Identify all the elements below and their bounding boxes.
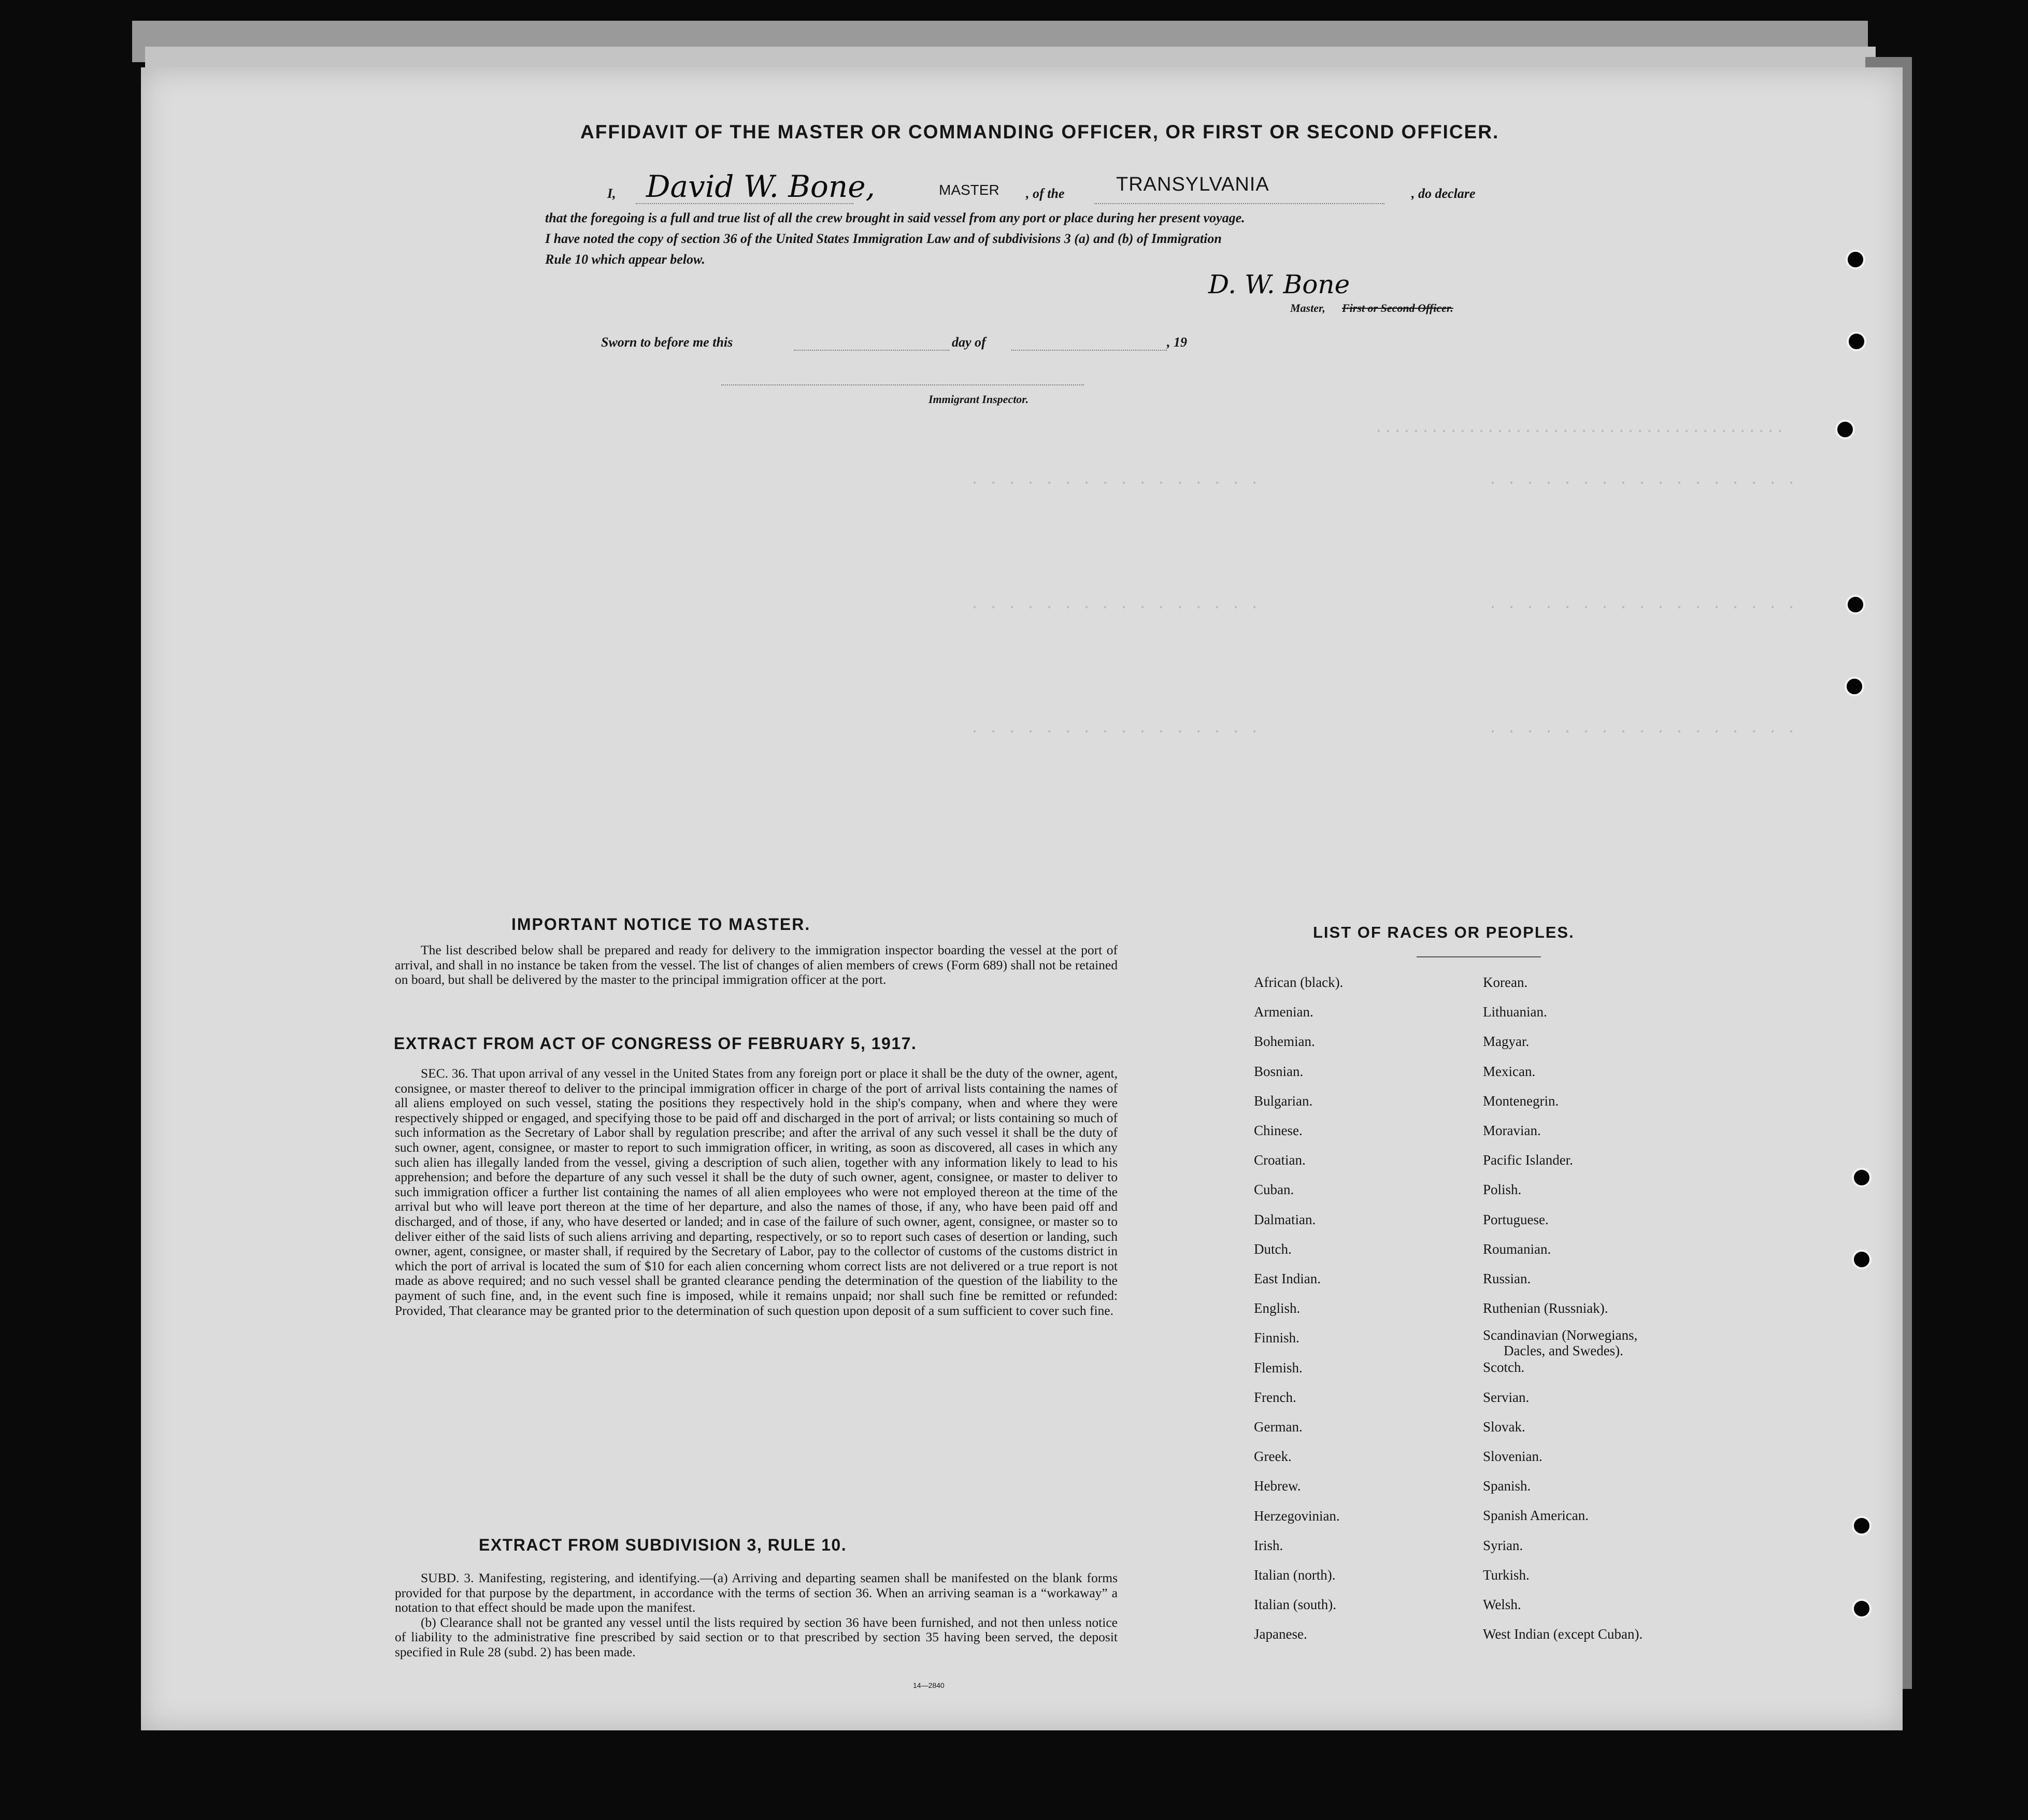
races-heading-rule — [1417, 956, 1541, 957]
form-number: 14—2840 — [913, 1681, 945, 1689]
race-item: Pacific Islander. — [1483, 1152, 1573, 1168]
race-item: Irish. — [1254, 1537, 1283, 1553]
extract-act-heading: EXTRACT FROM ACT OF CONGRESS OF FEBRUARY 5, 1917. — [394, 1034, 917, 1053]
year-label: , 19 — [1167, 335, 1187, 350]
master-name-handwritten: David W. Bone, — [646, 169, 875, 204]
race-item: Polish. — [1483, 1182, 1522, 1198]
race-item: Spanish American. — [1483, 1508, 1589, 1524]
races-heading: LIST OF RACES OR PEOPLES. — [1313, 923, 1575, 941]
affidavit-line-2: that the foregoing is a full and true list of all the crew brought in said vessel from any port or place during her present voyage. — [545, 210, 1245, 225]
binder-hole — [1852, 1168, 1872, 1187]
race-item: Slovenian. — [1483, 1449, 1543, 1465]
sworn-day-line — [794, 350, 949, 351]
signer-title-struck: First or Second Officer. — [1342, 302, 1453, 314]
inspector-signature-line — [721, 384, 1084, 385]
notice-body — [395, 943, 1118, 987]
race-item: Scandinavian (Norwegians, — [1483, 1327, 1638, 1343]
race-item: Syrian. — [1483, 1537, 1523, 1553]
binder-hole — [1847, 332, 1866, 351]
race-item: Montenegrin. — [1483, 1093, 1559, 1109]
race-item: Welsh. — [1483, 1597, 1521, 1613]
affidavit-line-3: I have noted the copy of section 36 of the United States Immigration Law and of subdivisions 3 (a) and (b) of Immigration — [545, 231, 1222, 246]
race-item: Herzegovinian. — [1254, 1508, 1340, 1524]
name-blank-line — [636, 203, 853, 204]
extract-act-body — [395, 1066, 1118, 1318]
extract-rule-text-b: (b) Clearance shall not be granted any vessel until the lists required by section 36 have been furnished, and not then unless notice of liability to the administrative fine prescribed by said section or to that prescribed by section 35 having been served, the deposit specified in Rule 28 (subd. 2) has been made. — [395, 1614, 1118, 1659]
race-item: French. — [1254, 1389, 1296, 1405]
race-item: East Indian. — [1254, 1271, 1321, 1287]
race-item: Turkish. — [1483, 1567, 1530, 1583]
race-item: Cuban. — [1254, 1182, 1294, 1198]
race-item: Dalmatian. — [1254, 1211, 1316, 1227]
race-item: Mexican. — [1483, 1063, 1536, 1079]
sworn-month-line — [1011, 350, 1167, 351]
race-item: Spanish. — [1483, 1478, 1531, 1494]
races-right-column — [1483, 968, 1643, 1649]
inspector-label: Immigrant Inspector. — [929, 393, 1029, 406]
binder-hole — [1845, 677, 1864, 696]
race-item: West Indian (except Cuban). — [1483, 1626, 1643, 1642]
race-item: Greek. — [1254, 1449, 1292, 1465]
race-item: African (black). — [1254, 975, 1344, 990]
race-item: Croatian. — [1254, 1152, 1306, 1168]
extract-rule-text-a: SUBD. 3. Manifesting, registering, and identifying.—(a) Arriving and departing seamen shall be manifested on the blank forms provided for that purpose by the department, in accordance with the terms of section 36. When an arriving seaman is a “workaway” a notation to that effect should be made upon the manifest. — [395, 1570, 1118, 1615]
binder-hole — [1846, 595, 1865, 614]
race-item: Italian (north). — [1254, 1567, 1336, 1583]
signature: D. W. Bone — [1208, 269, 1350, 299]
of-the-label: , of the — [1026, 186, 1065, 201]
affidavit-line-4: Rule 10 which appear below. — [545, 252, 705, 267]
vessel-name: TRANSYLVANIA — [1116, 174, 1269, 195]
race-item: Slovak. — [1483, 1418, 1525, 1435]
notice-heading: IMPORTANT NOTICE TO MASTER. — [511, 915, 811, 934]
rank-label: MASTER — [939, 182, 999, 198]
binder-hole — [1835, 420, 1855, 439]
affidavit-heading: AFFIDAVIT OF THE MASTER OR COMMANDING OFFICER, OR FIRST OR SECOND OFFICER. — [580, 121, 1499, 142]
race-item: Chinese. — [1254, 1123, 1303, 1139]
race-item: Bohemian. — [1254, 1034, 1315, 1050]
extract-rule-body — [395, 1571, 1118, 1660]
race-item: Japanese. — [1254, 1626, 1307, 1642]
race-item: Ruthenian (Russniak). — [1483, 1300, 1608, 1316]
binder-hole — [1852, 1516, 1872, 1536]
day-of-label: day of — [952, 335, 986, 350]
race-item: Magyar. — [1483, 1034, 1530, 1050]
race-item: Dacles, and Swedes). — [1504, 1343, 1623, 1359]
document-page: ............................................ . . . . . . . . . . . . . . . . . . . . . . . . . . . . . . . . . . . . . . . . . . . . . . . . . . . . . . . . . . . . . . . . . . . . . . . . . . . . . . . . . . . . . . . . . . . . . . . . . . . AFFIDAVIT OF THE MASTER OR COMMANDING OFFICER, OR FIRST OR SECOND OFFICER. I, David W. Bone, MASTER , of the TRANSYLVANIA , do declare that the foregoing is a full and true list of all the crew brought in said vessel from any port or place during her present voyage. I have noted the copy of section 36 of the United States Immigration Law and of subdivisions 3 (a) and (b) of Immigration Rule 10 which appear below. D. W. Bone Master, First or Second Officer. Sworn to before me this day of , 19 Immigrant Inspector. IMPORTANT NOTICE TO MASTER. The list described below shall be prepared and ready for delivery to the immigration inspector boarding the vessel at the port of arrival, and shall in no instance be taken from the vessel. The list of changes of alien members of crews (Form 689) shall not be retained on board, but shall be delivered by the master to the principal immigration officer at the port. EXTRACT FROM ACT OF CONGRESS OF FEBRUARY 5, 1917. SEC. 36. That upon arrival of any vessel in the United States from any foreign port or place it shall be the duty of the owner, agent, consignee, or master thereof to deliver to the principal immigration officer in charge of the port of arrival lists containing the names of all aliens employed on such vessel, stating the positions they respectively hold in the ship's company, when and where they were respectively shipped or engaged, and specifying those to be paid off and discharged in the port of arrival; or lists containing so much of such information as the Secretary of Labor shall by regulation prescribe; and after the arrival of any such vessel it shall be the duty of such owner, agent, consignee, or master to report to such immigration officer, in writing, as soon as discovered, all cases in which any such alien has illegally landed from the vessel, giving a description of such alien, together with any information likely to lead to his apprehension; and before the departure of any such vessel it shall be the duty of such owner, agent, consignee, or master to deliver to such immigration officer a further list containing the names of all alien employees who were not employed thereon at the time of the arrival but who will leave port thereon at the time of her departure, and also the names of those, if any, who have been paid off and discharged, and of those, if any, who have deserted or landed; and in case of the failure of such owner, agent, consignee, or master so to deliver either of the said lists of such aliens arriving and departing, respectively, or so to report such cases of desertion or landing, such owner, agent, consignee, or master shall, if required by the Secretary of Labor, pay to the collector of customs of the customs district in which the port of arrival is located the sum of $10 for each alien concerning whom correct lists are not delivered or a true report is not made as above required; and no such vessel shall be granted clearance pending the determination of the question of the liability to the payment of such fine, and, in the event such fine is imposed, while it remains unpaid; nor shall such fine be remitted or refunded: Provided, That clearance may be granted prior to the determination of such question upon deposit of a sum sufficient to cover such fine. EXTRACT FROM SUBDIVISION 3, RULE 10. SUBD. 3. Manifesting, registering, and identifying.—(a) Arriving and departing seamen shall be manifested on the blank forms provided for that purpose by the department, in accordance with the terms of section 36. When an arriving seaman is a “workaway” a notation to that effect should be made upon the manifest. (b) Clearance shall not be granted any vessel until the lists required by section 36 have been furnished, and not then unless notice of liability to the administrative fine prescribed by said section or to that prescribed by section 35 having been served, the deposit specified in Rule 28 (subd. 2) has been made. 14—2840 LIST OF RACES OR PEOPLES. African (black). Armenian. Bohemian. Bosnian. Bulgarian. Chinese. Croatian. Cuban. Dalmatian. Dutch. East Indian. English. Finnish. Flemish. French. German. Greek. Hebrew. Herzegovinian. Irish. Italian (north). Italian (south). Japanese. Korean. Lithuanian. Magyar. Mexican. Montenegrin. Moravian. Pacific Islander. Polish. Portuguese. Roumanian. Russian. Ruthenian (Russniak). Scandinavian (Norwegians, Dacles, and Swedes). Scotch. Servian. Slovak. Slovenian. Spanish. Spanish American. Syrian. Turkish. Welsh. West Indian (except Cuban). — [141, 67, 1903, 1730]
extract-act-text: SEC. 36. That upon arrival of any vessel in the United States from any foreign port or place it shall be the duty of the owner, agent, consignee, or master thereof to deliver to the principal immigration officer in charge of the port of arrival lists containing the names of all aliens employed on such vessel, stating the positions they respectively hold in the ship's company, when and where they were respectively shipped or engaged, and specifying those to be paid off and discharged in the port of arrival; or lists containing so much of such information as the Secretary of Labor shall by regulation prescribe; and after the arrival of any such vessel it shall be the duty of such owner, agent, consignee, or master to report to such immigration officer, in writing, as soon as discovered, all cases in which any such alien has illegally landed from the vessel, giving a description of such alien, together with any information likely to lead to his apprehension; and before the departure of any such vessel it shall be the duty of such owner, agent, consignee, or master to deliver to such immigration officer a further list containing the names of all alien employees who were not employed thereon at the time of the arrival but who will leave port thereon at the time of her departure, and also the names of those, if any, who have been paid off and discharged, and of those, if any, who have deserted or landed; and in case of the failure of such owner, agent, consignee, or master so to deliver either of the said lists of such aliens arriving and departing, respectively, or so to report such cases of desertion or landing, such owner, agent, consignee, or master shall, if required by the Secretary of Labor, pay to the collector of customs of the customs district in which the port of arrival is located the sum of $10 for each alien concerning whom correct lists are not delivered or a true report is not made as above required; and no such vessel shall be granted clearance pending the determination of the question of the liability to the payment of such fine, and, in the event such fine is imposed, while it remains unpaid; nor shall such fine be remitted or refunded: Provided, That clearance may be granted prior to the determination of such question upon deposit of a sum sufficient to cover such fine. — [395, 1066, 1118, 1318]
race-item: Bosnian. — [1254, 1063, 1304, 1079]
race-item: Flemish. — [1254, 1359, 1303, 1375]
sworn-label: Sworn to before me this — [601, 335, 733, 350]
race-item: Dutch. — [1254, 1241, 1292, 1257]
signer-title-master: Master, — [1290, 302, 1325, 314]
race-item: Servian. — [1483, 1389, 1530, 1405]
vessel-blank-line — [1094, 203, 1384, 204]
race-item: Roumanian. — [1483, 1241, 1551, 1257]
race-item: Korean. — [1483, 975, 1528, 990]
extract-rule-heading: EXTRACT FROM SUBDIVISION 3, RULE 10. — [479, 1536, 847, 1554]
affidavit-i-label: I, — [607, 186, 616, 201]
race-item: English. — [1254, 1300, 1301, 1316]
race-item: Portuguese. — [1483, 1211, 1549, 1227]
race-item: Italian (south). — [1254, 1597, 1336, 1613]
race-item: Armenian. — [1254, 1004, 1313, 1020]
binder-hole — [1846, 250, 1865, 269]
race-item: Hebrew. — [1254, 1478, 1301, 1494]
binder-hole — [1852, 1599, 1872, 1618]
race-item: Moravian. — [1483, 1123, 1541, 1139]
race-item: German. — [1254, 1419, 1303, 1435]
race-item: Bulgarian. — [1254, 1093, 1313, 1109]
binder-hole — [1852, 1250, 1872, 1269]
race-item: Lithuanian. — [1483, 1004, 1547, 1020]
notice-text: The list described below shall be prepared and ready for delivery to the immigration inspector boarding the vessel at the port of arrival, and shall in no instance be taken from the vessel. The list of changes of alien members of crews (Form 689) shall not be retained on board, but shall be delivered by the master to the principal immigration officer at the port. — [395, 942, 1118, 987]
race-item: Finnish. — [1254, 1330, 1299, 1346]
do-declare-label: , do declare — [1411, 186, 1476, 201]
races-left-column — [1254, 968, 1343, 1650]
race-item: Russian. — [1483, 1271, 1531, 1287]
race-item: Scotch. — [1483, 1359, 1525, 1375]
